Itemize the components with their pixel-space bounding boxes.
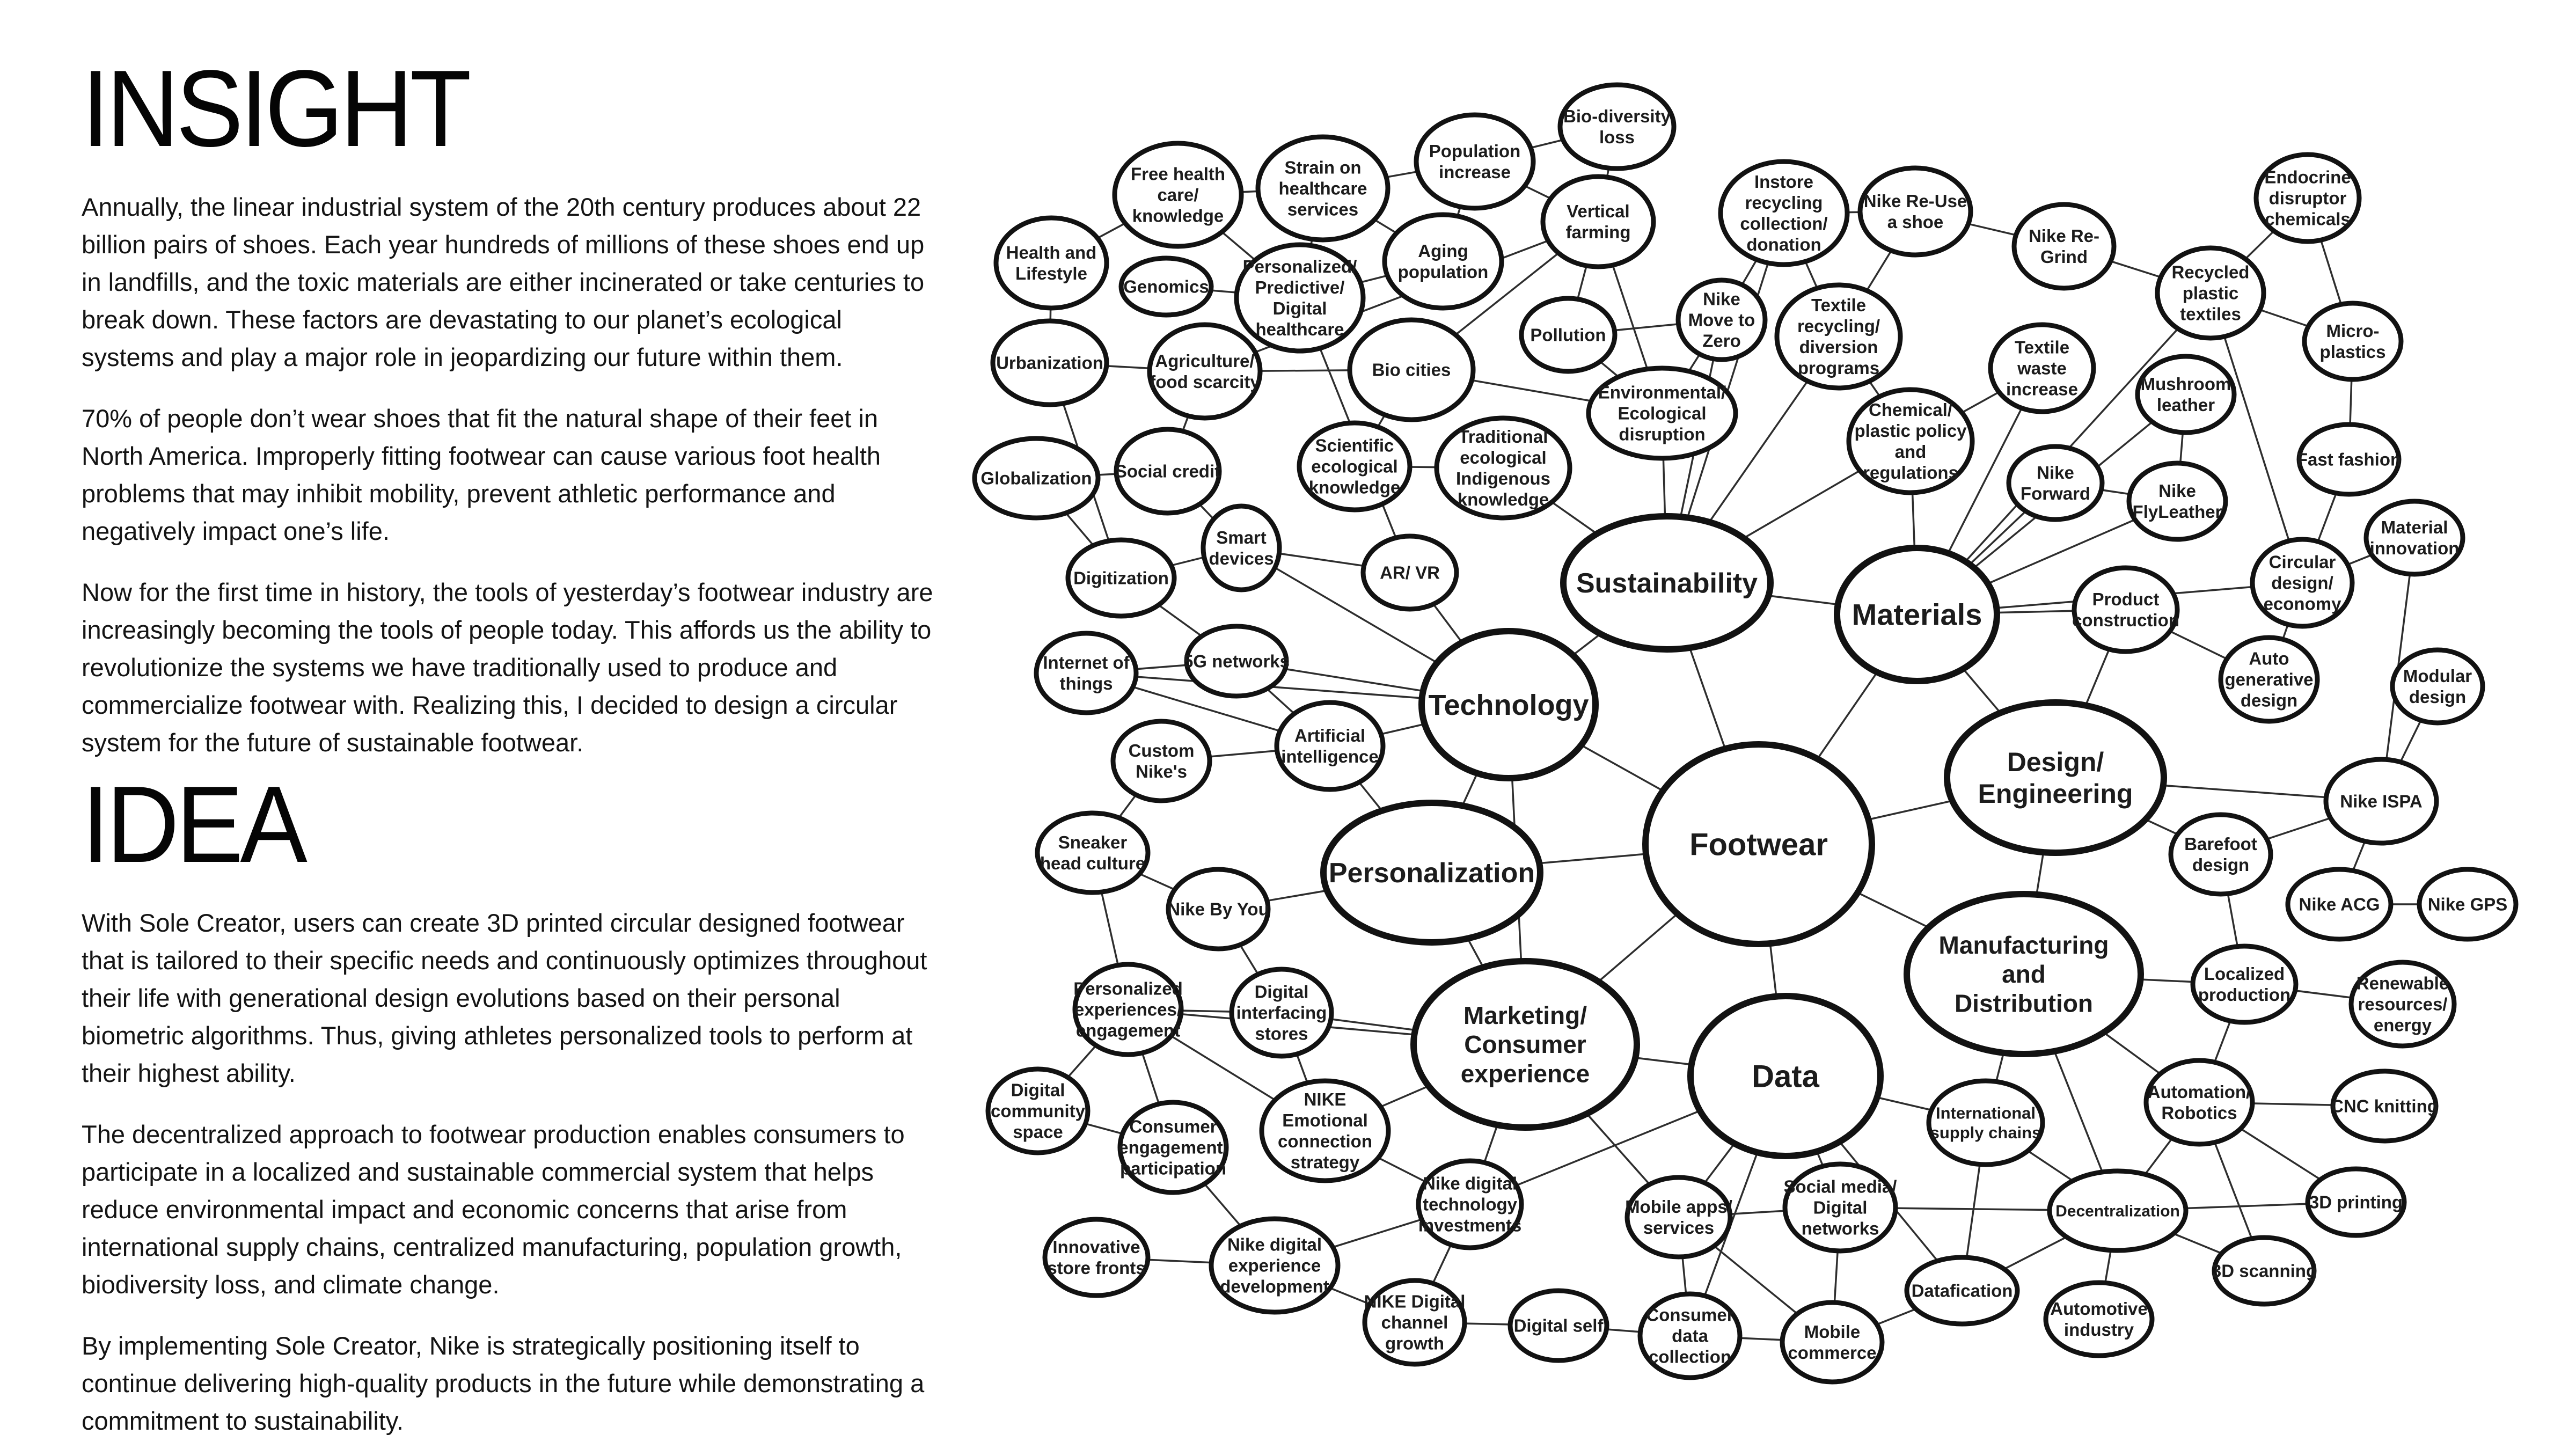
node-customnikes [1113, 721, 1210, 801]
node-label-smartdevices: Smart devices [1209, 528, 1274, 569]
node-label-digcommunity: Digital community space [990, 1080, 1086, 1142]
node-channelgrowth [1364, 1280, 1466, 1364]
node-ellipse-regrind [2014, 204, 2114, 288]
node-scientificeco [1299, 423, 1410, 510]
node-design [1947, 702, 2164, 853]
node-label-datacollection: Consumer data collection [1646, 1305, 1734, 1367]
node-acg [2288, 869, 2391, 939]
node-label-flyleather: Nike FlyLeather [2132, 481, 2222, 522]
node-reuse [1860, 168, 1971, 255]
node-ellipse-intlsupply [1929, 1081, 2043, 1165]
node-freehealth [1115, 143, 1241, 246]
node-digexpdev [1211, 1219, 1338, 1312]
node-ellipse-flyleather [2129, 463, 2226, 539]
node-label-materialinnovation: Material innovation [2369, 517, 2460, 559]
idea-paragraph-1: With Sole Creator, users can create 3D printed circular designed footwear that is tailored to their specific needs and continuously optimizes throughout their life with generational design evolutions based on their personal biometric algorithms. Thus, giving athletes personalized tools to perform at their highest ability. [82, 909, 927, 1088]
node-label-persexp: Personalized experiences/ engagement [1073, 978, 1183, 1041]
node-label-mobilecommerce: Mobile commerce [1788, 1322, 1877, 1363]
node-digitalstores [1232, 969, 1331, 1056]
node-aging [1385, 215, 1502, 308]
node-strain [1258, 137, 1388, 240]
node-label-reuse: Nike Re-Use a shoe [1863, 191, 1967, 232]
node-label-renewable: Renewable resources/ energy [2356, 973, 2449, 1035]
node-g5 [1183, 626, 1290, 696]
node-barefoot [2171, 815, 2271, 894]
node-label-iot: Internet of things [1043, 653, 1130, 694]
node-ellipse-localized [2193, 946, 2296, 1022]
node-label-digitization: Digitization [1073, 568, 1169, 588]
node-label-printing3d: 3D printing [2309, 1192, 2403, 1212]
node-movetozero [1678, 280, 1765, 360]
node-decentralization [2050, 1171, 2186, 1250]
node-ellipse-smartdevices [1203, 506, 1279, 590]
node-socialmedia [1784, 1164, 1897, 1251]
node-marketing [1414, 961, 1637, 1128]
node-digitization [1068, 540, 1174, 616]
node-label-freehealth: Free health care/ knowledge [1130, 164, 1226, 226]
node-label-movetozero: Nike Move to Zero [1688, 289, 1755, 351]
node-technology [1422, 631, 1596, 778]
node-label-storefronts: Innovative store fronts [1047, 1237, 1146, 1278]
node-ellipse-forward [2009, 447, 2102, 519]
node-label-acg: Nike ACG [2299, 894, 2380, 914]
node-digcommunity [988, 1069, 1088, 1153]
node-label-design: Design/ Engineering [1978, 747, 2133, 809]
node-label-healthlife: Health and Lifestyle [1006, 243, 1097, 284]
node-label-personalization: Personalization [1328, 858, 1535, 889]
node-emotional [1262, 1081, 1388, 1181]
node-label-localized: Localized production [2198, 964, 2291, 1005]
node-localized [2193, 946, 2296, 1022]
node-fastfashion [2297, 425, 2401, 494]
node-ellipse-mushroom [2138, 356, 2234, 433]
node-materials [1837, 548, 1997, 681]
node-label-scanning3d: 3D scanning [2211, 1261, 2317, 1281]
node-label-chemicalpolicy: Chemical/ plastic policy and regulations [1854, 400, 1967, 482]
node-mobilecommerce [1782, 1302, 1882, 1382]
node-arvr [1363, 536, 1457, 609]
node-label-sneakerhead: Sneaker head culture [1040, 832, 1146, 874]
node-label-decentralization: Decentralization [2055, 1202, 2180, 1220]
node-mobileapps [1625, 1177, 1732, 1257]
node-persexp [1073, 964, 1183, 1055]
node-genomics [1121, 258, 1211, 315]
node-ellipse-healthlife [996, 218, 1107, 308]
node-label-technology: Technology [1428, 689, 1589, 721]
node-ellipse-sneakerhead [1037, 813, 1148, 892]
node-footwear [1645, 744, 1872, 944]
node-ellipse-productconstruction [2074, 568, 2177, 652]
node-label-ispa: Nike ISPA [2340, 791, 2423, 811]
node-personalizedhc [1236, 245, 1363, 351]
node-storefronts [1045, 1219, 1148, 1296]
node-label-personalizedhc: Personalized/ Predictive/ Digital healthcare [1242, 257, 1357, 339]
node-iot [1036, 633, 1136, 713]
node-personalization [1323, 803, 1540, 942]
node-data [1690, 996, 1880, 1156]
node-intlsupply [1929, 1081, 2043, 1165]
node-textilerecycling [1777, 285, 1900, 388]
node-materialinnovation [2366, 501, 2463, 574]
node-ellipse-automation [2146, 1060, 2252, 1144]
insight-paragraph-1: Annually, the linear industrial system of the 20th century produces about 22 billion pairs of shoes. Each year hundreds of millions of these shoes end up in landfills, and the toxic materials are either incinerated or take centuries to break down. These factors are devastating to our planet’s ecological systems and play a major role in jeopardizing our future within them. [82, 193, 925, 372]
node-ellipse-design [1947, 702, 2164, 853]
node-label-pollution: Pollution [1530, 325, 1606, 345]
node-label-textilewaste: Textile waste increase [2006, 337, 2078, 399]
node-label-arvr: AR/ VR [1380, 562, 1440, 583]
node-digtechinvest [1418, 1161, 1522, 1248]
node-label-ai: Artificial intelligence [1281, 726, 1379, 767]
node-label-customnikes: Custom Nike's [1128, 741, 1195, 782]
node-datacollection [1640, 1294, 1740, 1378]
node-label-regrind: Nike Re-Grind [2028, 226, 2100, 267]
node-pollution [1521, 298, 1615, 371]
node-ellipse-mobileapps [1627, 1177, 1730, 1257]
node-ellipse-agriculture [1150, 325, 1260, 418]
node-digitalself [1510, 1291, 1607, 1360]
node-ellipse-aging [1385, 215, 1502, 308]
node-ellipse-modular [2392, 650, 2483, 723]
node-label-agriculture: Agriculture/ food scarcity [1150, 351, 1260, 392]
node-label-vertical: Vertical farming [1565, 201, 1631, 243]
node-label-forward: Nike Forward [2020, 463, 2091, 504]
node-healthlife [996, 218, 1107, 308]
node-instore [1721, 162, 1847, 265]
node-label-mushroom: Mushroom leather [2140, 374, 2231, 415]
node-biodiversity [1560, 85, 1674, 169]
node-label-channelgrowth: NIKE Digital channel growth [1364, 1291, 1466, 1353]
node-ellipse-mobilecommerce [1782, 1302, 1882, 1382]
node-agriculture [1150, 325, 1260, 418]
node-ellipse-storefronts [1045, 1219, 1148, 1296]
node-mushroom [2138, 356, 2234, 433]
node-label-socialcredit: Social credit [1115, 461, 1221, 481]
node-ellipse-population [1416, 115, 1533, 208]
node-ellipse-barefoot [2171, 815, 2271, 894]
node-label-marketing: Marketing/ Consumer experience [1460, 1001, 1590, 1088]
node-globalization [975, 438, 1098, 518]
node-label-fastfashion: Fast fashion [2296, 449, 2402, 470]
node-automotive [2046, 1283, 2152, 1356]
node-label-population: Population increase [1429, 141, 1521, 182]
node-microplastics [2304, 303, 2401, 379]
insight-paragraph-3: Now for the first time in history, the tools of yesterday’s footwear industry are increasingly becoming the tools of people today. This affords us the ability to revolutionize the systems we have traditionally used to produce and commercialize footwear with. Realizing this, I decided to design a circular system for the future of sustainable footwear. [82, 578, 933, 757]
node-ellipse-ai [1277, 702, 1383, 789]
node-label-scientificeco: Scientific ecological knowledge [1308, 435, 1401, 497]
node-recycledplastic [2157, 248, 2264, 338]
node-traditionaleco [1437, 418, 1570, 518]
node-label-cnc: CNC knitting [2331, 1096, 2438, 1116]
node-label-data: Data [1752, 1059, 1819, 1094]
node-ellipse-customnikes [1113, 721, 1210, 801]
node-smartdevices [1203, 506, 1279, 590]
node-ellipse-automotive [2046, 1283, 2152, 1356]
node-label-biocities: Bio cities [1372, 360, 1451, 380]
idea-paragraph-3: By implementing Sole Creator, Nike is strategically positioning itself to continue delivering high-quality products in the future while demonstrating a commitment to sustainability. [82, 1331, 925, 1436]
node-datafication [1907, 1257, 2017, 1324]
node-renewable [2351, 962, 2454, 1046]
idea-paragraph-2: The decentralized approach to footwear production enables consumers to participate in a localized and sustainable commercial system that helps reduce environmental impact and economic concerns that arise from international supply chains, centralized manufacturing, population growth, biodiversity loss, and climate change. [82, 1120, 905, 1299]
node-label-intlsupply: International supply chains [1930, 1103, 2041, 1143]
node-label-genomics: Genomics [1123, 276, 1209, 297]
node-label-textilerecycling: Textile recycling/ diversion programs [1797, 295, 1880, 378]
node-ellipse-vertical [1543, 177, 1653, 267]
node-cnc [2331, 1071, 2438, 1141]
node-label-autogen: Auto generative design [2224, 648, 2314, 711]
node-autogen [2221, 638, 2317, 721]
node-ellipse-microplastics [2304, 303, 2401, 379]
node-label-manufacturing: Manufacturing and Distribution [1938, 931, 2109, 1018]
node-label-biodiversity: Bio-diversity loss [1563, 106, 1671, 148]
node-label-materials: Materials [1851, 597, 1982, 632]
insight-paragraph-2: 70% of people don’t wear shoes that fit the natural shape of their feet in North America. Improperly fitting footwear can cause various foot health problems that may inhibit mobility, prevent athletic performance and negatively impact one’s life. [82, 404, 881, 546]
node-label-emotional: NIKE Emotional connection strategy [1277, 1089, 1373, 1172]
node-flyleather [2129, 463, 2226, 539]
node-ellipse-materialinnovation [2366, 501, 2463, 574]
node-regrind [2014, 204, 2114, 288]
node-label-modular: Modular design [2403, 666, 2472, 707]
node-ellipse-biodiversity [1560, 85, 1674, 169]
node-label-barefoot: Barefoot design [2184, 834, 2257, 875]
node-ellipse-reuse [1860, 168, 1971, 255]
node-label-digitalself: Digital self [1513, 1315, 1604, 1336]
node-urbanization [993, 321, 1107, 405]
node-label-strain: Strain on healthcare services [1278, 157, 1367, 219]
node-ellipse-iot [1036, 633, 1136, 713]
node-label-instore: Instore recycling collection/ donation [1740, 172, 1828, 254]
node-socialcredit [1115, 429, 1220, 513]
node-modular [2392, 650, 2483, 723]
node-label-automation: Automation/ Robotics [2147, 1082, 2251, 1123]
node-ispa [2326, 759, 2436, 843]
node-label-globalization: Globalization [980, 468, 1092, 488]
node-gps [2419, 869, 2516, 939]
node-label-envdisruption: Environmental/ Ecological disruption [1598, 382, 1726, 444]
node-chemicalpolicy [1849, 390, 1972, 493]
node-biocities [1350, 320, 1473, 420]
node-automation [2146, 1060, 2252, 1144]
node-forward [2009, 447, 2102, 519]
node-label-traditionaleco: Traditional ecological Indigenous knowledge [1456, 427, 1550, 509]
node-label-consumereng: Consumer engagement/ participation [1118, 1116, 1228, 1179]
node-envdisruption [1589, 368, 1736, 458]
node-consumereng [1118, 1102, 1228, 1192]
node-label-digitalstores: Digital interfacing stores [1236, 982, 1327, 1044]
node-vertical [1543, 177, 1653, 267]
node-label-mobileapps: Mobile apps/ services [1625, 1197, 1732, 1238]
node-scanning3d [2212, 1238, 2317, 1304]
node-nikebyyou [1167, 869, 1269, 949]
node-printing3d [2308, 1169, 2404, 1235]
node-label-sustainability: Sustainability [1576, 568, 1758, 599]
node-label-digexpdev: Nike digital experience development [1220, 1234, 1329, 1297]
node-label-g5: 5G networks [1183, 651, 1290, 671]
idea-heading: IDEA [82, 763, 304, 885]
node-sneakerhead [1037, 813, 1148, 892]
node-label-urbanization: Urbanization [996, 353, 1103, 373]
node-textilewaste [1990, 325, 2094, 412]
node-sustainability [1563, 516, 1770, 649]
node-label-nikebyyou: Nike By You [1167, 899, 1269, 919]
node-label-recycledplastic: Recycled plastic textiles [2171, 262, 2250, 324]
node-label-socialmedia: Social media/ Digital networks [1783, 1176, 1897, 1239]
node-label-microplastics: Micro-plastics [2319, 321, 2386, 362]
node-label-circular: Circular design/ economy [2263, 552, 2341, 614]
node-label-aging: Aging population [1397, 241, 1489, 282]
node-label-productconstruction: Product construction [2072, 589, 2179, 631]
node-label-automotive: Automotive industry [2050, 1299, 2148, 1340]
node-manufacturing [1907, 894, 2141, 1054]
node-label-endocrine: Endocrine disruptor chemicals [2264, 167, 2351, 229]
node-productconstruction [2072, 568, 2179, 652]
node-population [1416, 115, 1533, 208]
node-circular [2252, 539, 2352, 626]
node-endocrine [2256, 155, 2359, 241]
node-label-datafication: Datafication [1911, 1280, 2013, 1301]
node-ai [1277, 702, 1383, 789]
node-label-gps: Nike GPS [2427, 894, 2508, 914]
node-label-digtechinvest: Nike digital technology investments [1418, 1173, 1522, 1235]
node-label-footwear: Footwear [1689, 827, 1828, 862]
insight-heading: INSIGHT [82, 47, 469, 170]
